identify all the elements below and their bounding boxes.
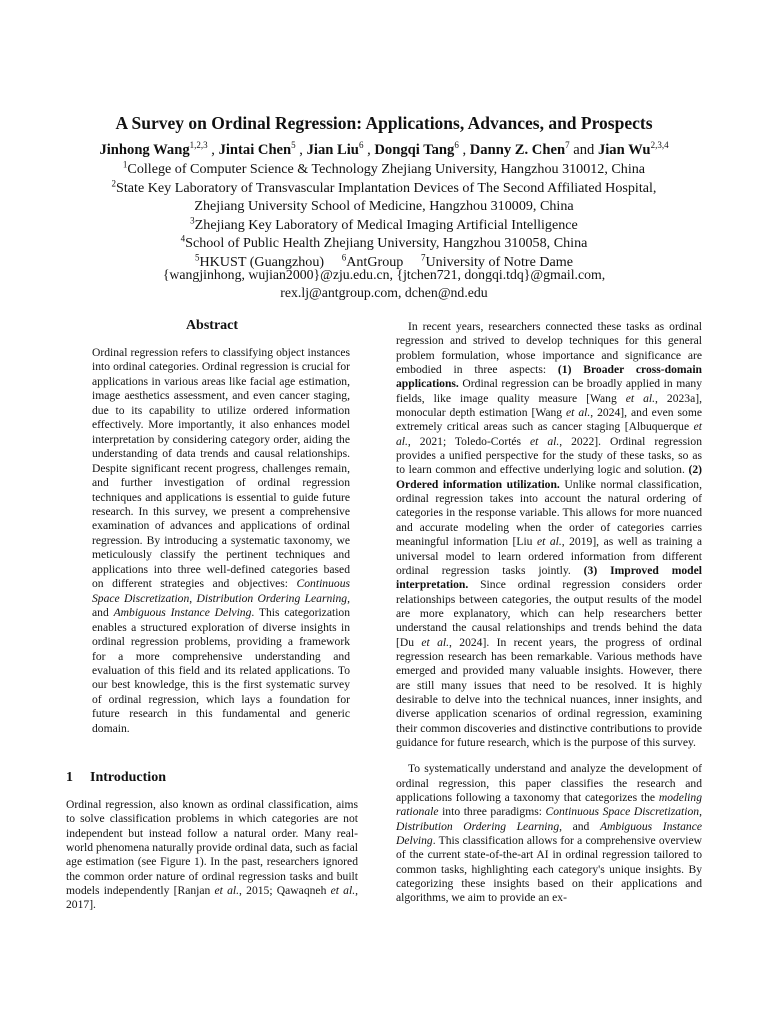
section-heading-introduction: [66, 770, 166, 786]
paragraph-taxonomy: To systematically understand and analyze the development of ordinal regression, this paper classifies the research and applications following a taxonomy that categorizes the modeling rationale into three paradigms: Continuous Space Discretization, Distribution Ordering Learning, and Ambiguous Instance Delving. This classification allows for a comprehensive overview of the current state-of-the-art AI in ordinal regression tailored to common tasks, highlighting each category's unique insights. By categorizing these insights based on their applications and algorithms, we aim to provide an ex-: [396, 762, 702, 905]
author: Jian Liu$^6$: [306, 140, 364, 158]
affiliation-2: $^2$State Key Laboratory of Transvascular Implantation Devices of The Second Affiliated Hospital,: [111, 177, 657, 196]
abstract-body: Ordinal regression refers to classifying object instances into ordinal categories. Ordinal regression is crucial for applications in various areas like facial age estimation, image aesthetics assessment, and even cancer staging, due to its capability to utilize ordered information effectively. More importantly, it also enhances model interpretation by considering category order, aiding the understanding of data trends and causal relationships. Despite significant recent progress, challenges remain, and further investigation of ordinal regression techniques and applications is essential to guide future research. In this survey, we present a comprehensive examination of advances and applications of ordinal regression. By introducing a systematic taxonomy, we meticulously classify the pertinent techniques and applications into three well-defined categories based on different strategies and objectives: Continuous Space Discretization, Distribution Ordering Learning, and Ambiguous Instance Delving. This categorization enables a structured exploration of diverse insights in ordinal regression problems, providing a framework for a more comprehensive understanding and evaluation of this field and its related applications. To our best knowledge, this is the first systematic survey of ordinal regression, which lays a foundation for future research in this fundamental and generic domain.: [92, 346, 351, 735]
paper-title: A Survey on Ordinal Regression: Applications, Advances, and Prospects: [115, 113, 653, 133]
author: Dongqi Tang$^6$: [374, 140, 459, 158]
paragraph-motivation: In recent years, researchers connected these tasks as ordinal regression and strived to develop techniques for this general problem formulation, whose importance and significance are embodied in three aspects: (1) Broader cross-domain applications. Ordinal regression can be broadly applied in many fields, like image quality measure [Wang et al., 2023a], monocular depth estimation [Wang et al., 2024], and even some extremely critical areas such as cancer staging [Albuquerque et al., 2021; Toledo-Cortés et al., 2022]. Ordinal regression provides a unified perspective for the study of these tasks, so as to learn common and effective underlying logic and solution. (2) Ordered information utilization. Unlike normal classification, ordinal regression takes into account the natural ordering of categories in the response variable. This allows for more nuanced and accurate modeling when the order of categories carries meaningful information [Liu et al., 2019], as well as training a universal model to learn ordered information from different ordinal regression tasks jointly. (3) Improved model interpretation. Since ordinal regression considers order relationships between categories, the output results of the model are more explanatory, which can help researchers better understand the causal relationships and trends behind the data [Du et al., 2024]. In recent years, the progress of ordinal regression research has been remarkable. Various methods have emerged and provided many valuable insights. However, there are still many issues that need to be resolved. It is highly desirable to delve into the technical nuances, inner insights, and diverse application scenarios of ordinal regression, examining their common discoveries and distinctive contributions to provide guidance for future research, which is the purpose of this survey.: [396, 320, 703, 749]
affiliation-2-cont: Zhejiang University School of Medicine, Hangzhou 310009, China: [194, 198, 574, 215]
author: Jinhong Wang$^{1,2,3}$: [99, 140, 208, 158]
author: Jintai Chen$^5$: [218, 140, 296, 158]
author-and: and: [573, 142, 595, 158]
right-column: [396, 320, 702, 906]
author: Jian Wu$^{2,3,4}$: [597, 140, 669, 158]
section-number: 1: [66, 770, 73, 785]
affiliation-3: $^3$Zhejiang Key Laboratory of Medical Imaging Artificial Intelligence: [190, 215, 578, 233]
affiliations: [0, 160, 768, 272]
section-title: Introduction: [90, 770, 166, 785]
author: Danny Z. Chen$^7$: [469, 140, 570, 158]
affiliation-1: $^1$College of Computer Science & Technology Zhejiang University, Hangzhou 310012, China: [122, 159, 646, 177]
affiliation-5-6-7: $^5$HKUST (Guangzhou) $^6$AntGroup $^7$University of Notre Dame: [194, 252, 574, 270]
affiliation-4: $^4$School of Public Health Zhejiang University, Hangzhou 310058, China: [180, 233, 588, 252]
author-list: Jinhong Wang$^{1,2,3}$ , Jintai Chen$^5$ , Jian Liu$^6$ , Dongqi Tang$^6$ , Danny Z. Chen$^7$ and Jian Wu$^{2,3,4}$: [99, 140, 669, 158]
email-line-1: {wangjinhong, wujian2000}@zju.edu.cn, {jtchen721, dongqi.tdq}@gmail.com,: [162, 267, 606, 282]
intro-paragraph: Ordinal regression, also known as ordinal classification, aims to solve classification problems in which categories are not independent but instead follow a natural order. Many real-world phenomena naturally provide ordinal data, such as facial age estimation (see Figure 1). In the past, researchers ignored the common order nature of ordinal regression tasks and built models independently [Ranjan et al., 2015; Qawaqneh et al., 2017].: [66, 798, 359, 912]
author-emails: [0, 266, 768, 301]
email-line-2: rex.lj@antgroup.com, dchen@nd.edu: [280, 284, 488, 300]
abstract-heading: Abstract: [185, 318, 239, 333]
